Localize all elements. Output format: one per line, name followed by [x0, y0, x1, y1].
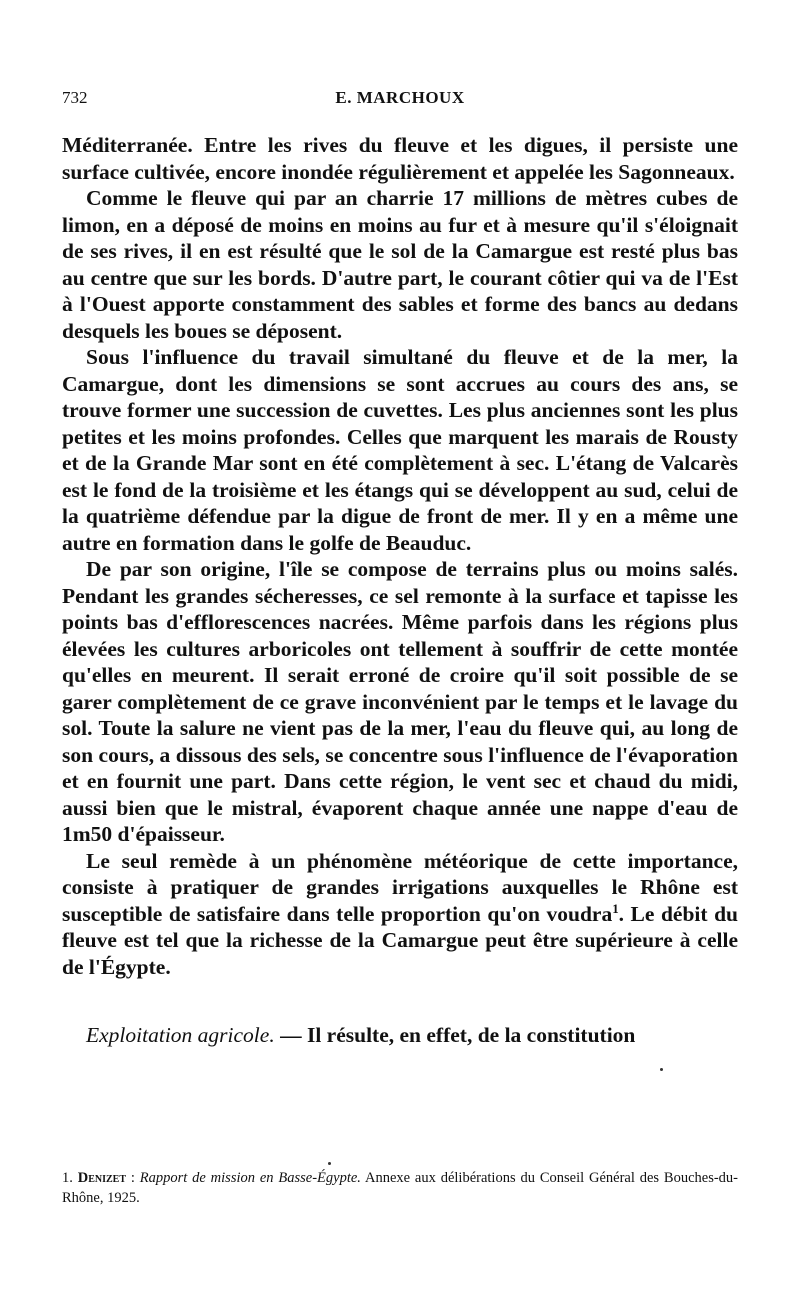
section-paragraph: [62, 1022, 738, 1049]
footnote-author: Denizet: [77, 1170, 126, 1186]
footnote-title: Rapport de mission en Basse-Égypte.: [139, 1170, 361, 1186]
paragraph-text: Le seul remède à un phénomène météorique de cette importance, consiste à pratiquer de grandes irrigations auxquelles le Rhône est susceptible de satisfaire dans telle proportion qu'on voudra: [62, 848, 738, 926]
section-spacer: [62, 980, 738, 1022]
paragraph: Comme le fleuve qui par an charrie 17 millions de mètres cubes de limon, en a déposé de moins en moins au fur et à mesure qu'il s'éloignait de ses rives, il en est résulté que le sol de la Camargue est resté plus bas au centre que sur les bords. D'autre part, le courant côtier qui va de l'Est à l'Ouest apporte constamment des sables et forme des bancs au dedans desquels les boues se déposent.: [62, 186, 738, 343]
scan-speck: [660, 1068, 663, 1071]
footnote-number: 1.: [62, 1170, 73, 1186]
footnote: [62, 1168, 738, 1208]
paragraph: De par son origine, l'île se compose de terrains plus ou moins salés. Pendant les grandes sécheresses, ce sel remonte à la surface et tapisse les points bas d'efflorescences nacrées. Même parfois dans les régions plus élevées les cultures arboricoles ont tellement à souffrir de cette montée qu'elles en meurent. Il serait erroné de croire qu'il soit possible de se garer complètement de ce grave inconvénient par le temps et le lavage du sol. Toute la salure ne vient pas de la mer, l'eau du fleuve qui, au long de son cours, a dissous des sels, se concentre sous l'influence de l'évaporation et en fournit une part. Dans cette région, le vent sec et chaud du midi, aussi bien que le mistral, évaporent chaque année une nappe d'eau de 1m50 d'épaisseur.: [62, 557, 738, 846]
running-head: E. MARCHOUX: [335, 88, 465, 107]
body-text: [62, 132, 738, 1049]
paragraph-text: . Le débit du fleuve est tel que la richesse de la Camargue peut être supérieure à celle de l'Égypte.: [62, 901, 738, 979]
paragraph: [62, 848, 738, 981]
section-heading: Exploitation agricole.: [86, 1023, 275, 1047]
scan-speck: [328, 1162, 331, 1165]
paragraph: Méditerranée. Entre les rives du fleuve et les digues, il persiste une surface cultivée, encore inondée régulièrement et appelée les Sagonneaux.: [62, 133, 738, 184]
page-number: 732: [62, 88, 88, 107]
footnote-rest: Annexe aux délibérations du Conseil Général des Bouches-du-Rhône, 1925.: [62, 1170, 738, 1206]
page-header: [62, 88, 738, 116]
footnote-separator: :: [126, 1170, 140, 1186]
footnote-marker: 1: [612, 901, 619, 916]
paragraph: Sous l'influence du travail simultané du fleuve et de la mer, la Camargue, dont les dimensions se sont accrues au cours des ans, se trouve former une succession de cuvettes. Les plus anciennes sont les plus petites et les moins profondes. Celles que marquent les marais de Rousty et de la Grande Mar sont en été complètement à sec. L'étang de Valcarès est le fond de la troisième et les étangs qui se développent au sud, celui de la quatrième défendue par la digue de front de mer. Il y en a même une autre en formation dans le golfe de Beauduc.: [62, 345, 738, 555]
section-text: — Il résulte, en effet, de la constitution: [274, 1023, 636, 1047]
